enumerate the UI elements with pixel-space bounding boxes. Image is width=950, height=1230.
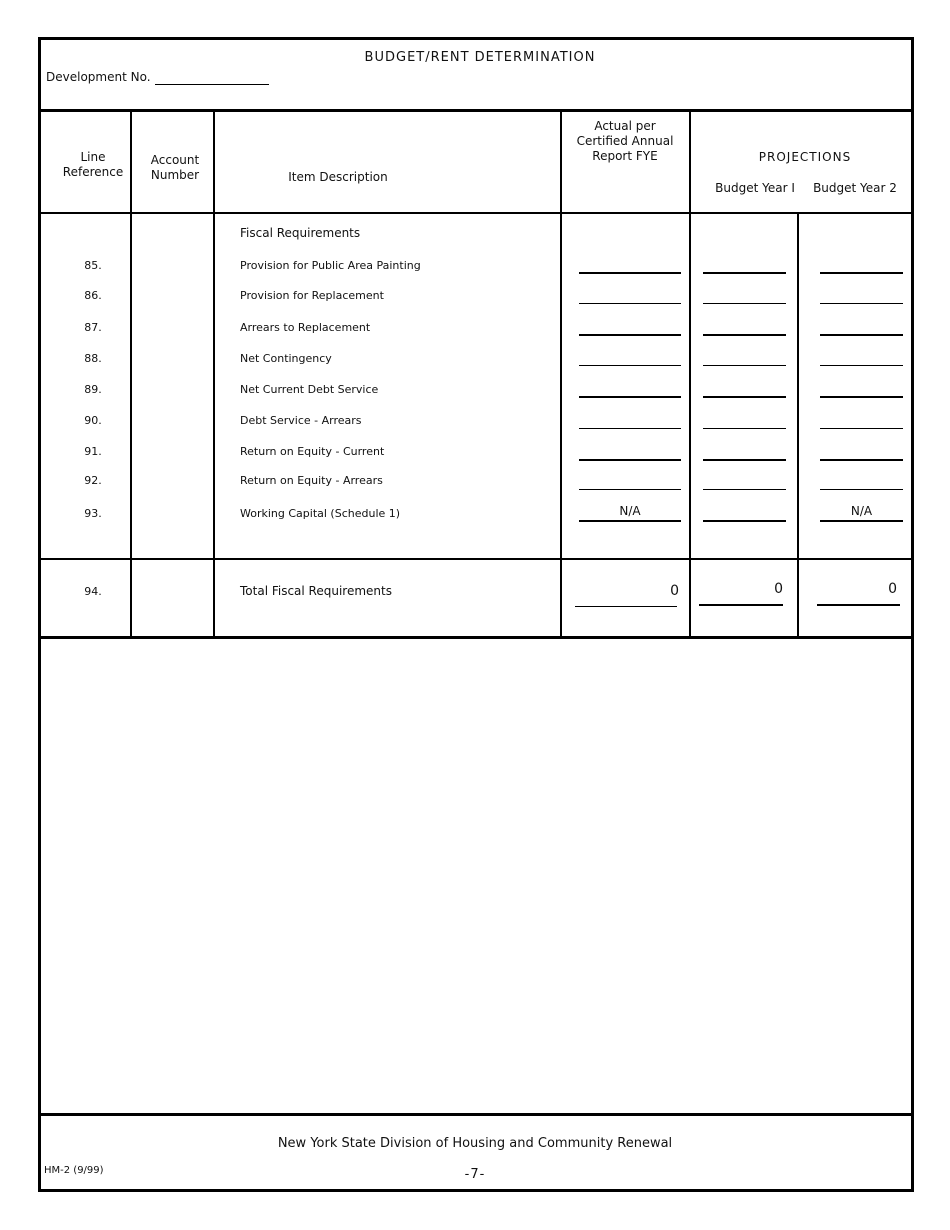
total-year1-value[interactable]: 0 [774, 581, 783, 597]
col-divider-projections [797, 213, 799, 637]
actual-field[interactable] [579, 365, 681, 366]
total-year1-line [699, 604, 783, 606]
header-line-reference: Line Reference [62, 150, 124, 179]
line-reference: 85. [84, 259, 102, 272]
actual-field-value: N/A [619, 504, 641, 518]
footer-divider [38, 1113, 914, 1116]
year2-field[interactable] [820, 396, 903, 398]
col-divider-actual [689, 110, 691, 637]
header-budget-year-2: Budget Year 2 [813, 181, 897, 195]
line-reference: 86. [84, 289, 102, 302]
year2-field[interactable] [820, 272, 903, 274]
line-description: Return on Equity - Arrears [240, 474, 383, 487]
header-actual: Actual per Certified Annual Report FYE [576, 119, 674, 163]
total-line-reference: 94. [84, 585, 102, 598]
total-year2-line [817, 604, 900, 606]
actual-field[interactable] [579, 334, 681, 336]
section-title: Fiscal Requirements [240, 226, 361, 240]
line-reference: 92. [84, 474, 102, 487]
year1-field[interactable] [703, 520, 786, 522]
development-number-label: Development No. [46, 70, 151, 84]
line-reference: 89. [84, 383, 102, 396]
total-description: Total Fiscal Requirements [240, 584, 392, 598]
year2-field[interactable] [820, 459, 903, 461]
line-reference: 88. [84, 352, 102, 365]
form-title: BUDGET/RENT DETERMINATION [364, 50, 596, 65]
line-reference: 87. [84, 321, 102, 334]
development-number-field[interactable] [155, 70, 269, 85]
column-header-divider [38, 212, 914, 214]
line-description: Net Contingency [240, 352, 332, 365]
header-account-number: Account Number [150, 153, 200, 182]
line-reference: 93. [84, 507, 102, 520]
year2-field[interactable] [820, 365, 903, 366]
year1-field[interactable] [703, 459, 786, 461]
line-reference: 90. [84, 414, 102, 427]
line-description: Provision for Replacement [240, 289, 384, 302]
header-item-description: Item Description [288, 170, 388, 184]
actual-field[interactable] [579, 520, 681, 522]
table-bottom-divider [38, 636, 914, 639]
header-divider [38, 109, 914, 112]
form-frame [38, 37, 914, 1192]
year1-field[interactable] [703, 334, 786, 336]
actual-field[interactable] [579, 459, 681, 461]
year1-field[interactable] [703, 303, 786, 304]
page-number: -7- [464, 1167, 486, 1182]
line-reference: 91. [84, 445, 102, 458]
year1-field[interactable] [703, 489, 786, 490]
actual-field[interactable] [579, 303, 681, 304]
year2-field[interactable] [820, 489, 903, 490]
total-year2-value[interactable]: 0 [888, 581, 897, 597]
year2-field[interactable] [820, 334, 903, 336]
year2-field[interactable] [820, 520, 903, 522]
actual-field[interactable] [579, 428, 681, 429]
line-description: Working Capital (Schedule 1) [240, 507, 401, 520]
actual-field[interactable] [579, 489, 681, 490]
agency-name: New York State Division of Housing and Community Renewal [277, 1136, 673, 1151]
year2-field[interactable] [820, 428, 903, 429]
actual-field[interactable] [579, 272, 681, 274]
col-divider-description [560, 110, 562, 637]
line-description: Debt Service - Arrears [240, 414, 362, 427]
year1-field[interactable] [703, 396, 786, 398]
total-actual-line [575, 606, 677, 607]
total-divider [38, 558, 914, 560]
year1-field[interactable] [703, 272, 786, 274]
actual-field[interactable] [579, 396, 681, 398]
col-divider-ref [130, 110, 132, 637]
header-budget-year-1: Budget Year I [715, 181, 795, 195]
year2-field[interactable] [820, 303, 903, 304]
line-description: Provision for Public Area Painting [240, 259, 421, 272]
col-divider-account [213, 110, 215, 637]
line-description: Return on Equity - Current [240, 445, 385, 458]
line-description: Net Current Debt Service [240, 383, 379, 396]
year1-field[interactable] [703, 428, 786, 429]
year2-field-value: N/A [850, 504, 873, 518]
year1-field[interactable] [703, 365, 786, 366]
header-projections: PROJECTIONS [758, 150, 852, 164]
line-description: Arrears to Replacement [240, 321, 371, 334]
total-actual-value[interactable]: 0 [670, 583, 679, 599]
form-id: HM-2 (9/99) [44, 1165, 104, 1176]
